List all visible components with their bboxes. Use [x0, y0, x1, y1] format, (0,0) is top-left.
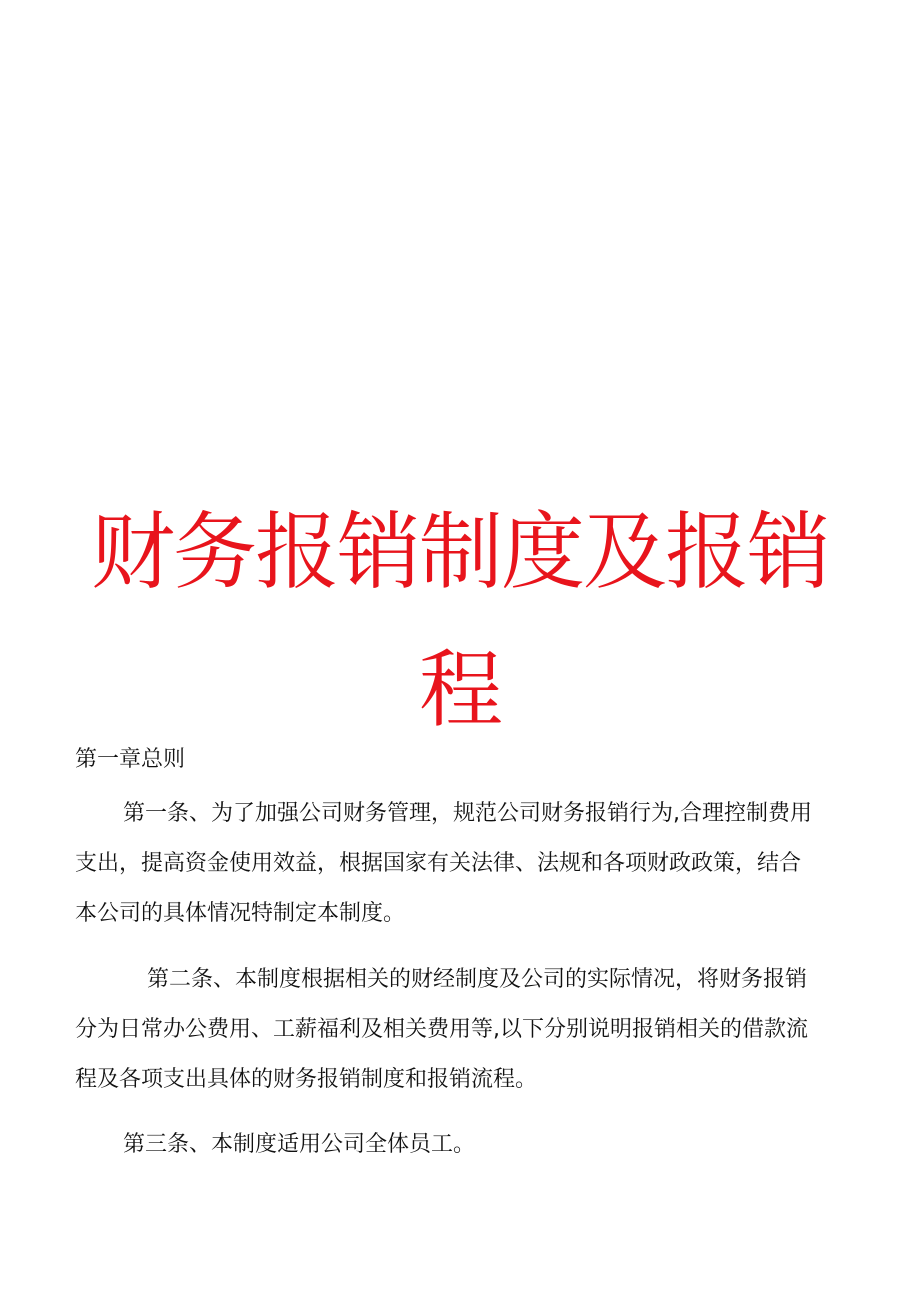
article-1-line-2: 支出，提高资金使用效益，根据国家有关法律、法规和各项财政政策，结合	[75, 851, 802, 876]
article-3-paragraph	[75, 1120, 845, 1170]
article-2-paragraph	[75, 955, 845, 1105]
article-3-line-1: 第三条、本制度适用公司全体员工。	[123, 1132, 476, 1157]
article-1-paragraph	[75, 789, 845, 939]
article-1-line-3: 本公司的具体情况特制定本制度。	[75, 901, 406, 926]
document-title-line-1: 财务报销制度及报销	[90, 503, 829, 601]
article-2-line-3: 程及各项支出具体的财务报销制度和报销流程。	[75, 1067, 538, 1092]
article-2-line-1: 第二条、本制度根据相关的财经制度及公司的实际情况，将财务报销	[147, 967, 808, 992]
article-2-line-2: 分为日常办公费用、工薪福利及相关费用等,以下分别说明报销相关的借款流	[75, 1017, 808, 1042]
chapter-heading: 第一章总则	[75, 747, 186, 772]
document-title-line-2: 程	[418, 641, 501, 739]
article-1-line-1: 第一条、为了加强公司财务管理，规范公司财务报销行为,合理控制费用	[123, 801, 812, 826]
